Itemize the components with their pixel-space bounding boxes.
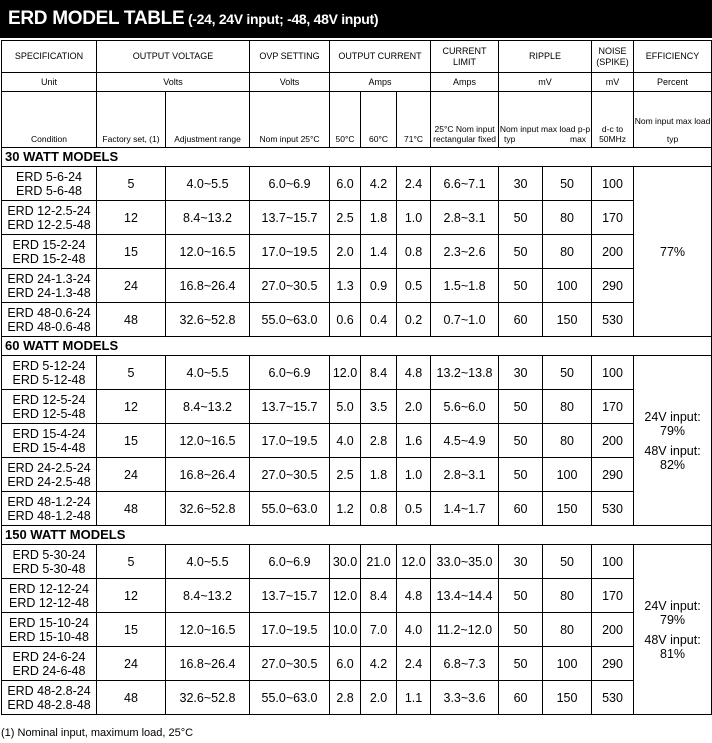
model-name: ERD 48-0.6-24 bbox=[7, 305, 91, 320]
ovp-cell: 13.7~15.7 bbox=[250, 579, 330, 613]
model-cell bbox=[2, 579, 97, 613]
current-71c-cell: 1.0 bbox=[397, 201, 431, 235]
table-row bbox=[2, 681, 712, 715]
factory-set-cell: 5 bbox=[97, 356, 166, 390]
efficiency-cell bbox=[634, 356, 712, 526]
adjustment-range-cell: 32.6~52.8 bbox=[166, 492, 250, 526]
model-name: ERD 24-1.3-48 bbox=[7, 285, 91, 300]
current-limit-cell: 2.8~3.1 bbox=[431, 458, 499, 492]
ripple-typ-cell: 50 bbox=[499, 390, 543, 424]
noise-cell: 290 bbox=[592, 458, 634, 492]
current-60c-cell: 0.4 bbox=[361, 303, 397, 337]
noise-cell: 170 bbox=[592, 201, 634, 235]
hdr-noise-cond: d-c to 50MHz bbox=[592, 92, 634, 148]
model-cell bbox=[2, 356, 97, 390]
model-name: ERD 48-2.8-24 bbox=[7, 683, 91, 698]
model-name: ERD 12-12-24 bbox=[9, 581, 89, 596]
hdr-ovp-volts: Volts bbox=[250, 73, 330, 92]
model-cell bbox=[2, 424, 97, 458]
section-title: 150 WATT MODELS bbox=[2, 526, 712, 545]
ovp-cell: 17.0~19.5 bbox=[250, 613, 330, 647]
factory-set-cell: 12 bbox=[97, 390, 166, 424]
ripple-max-cell: 80 bbox=[543, 424, 592, 458]
efficiency-line: 77% bbox=[660, 244, 686, 259]
factory-set-cell: 48 bbox=[97, 492, 166, 526]
adjustment-range-cell: 12.0~16.5 bbox=[166, 613, 250, 647]
model-name: ERD 24-2.5-24 bbox=[7, 460, 91, 475]
ripple-typ-cell: 50 bbox=[499, 269, 543, 303]
current-limit-cell: 1.4~1.7 bbox=[431, 492, 499, 526]
ripple-typ-cell: 30 bbox=[499, 167, 543, 201]
current-limit-cell: 6.8~7.3 bbox=[431, 647, 499, 681]
table-row bbox=[2, 579, 712, 613]
hdr-adjustment: Adjustment range bbox=[166, 92, 250, 148]
model-name: ERD 24-6-24 bbox=[12, 649, 86, 664]
ovp-cell: 27.0~30.5 bbox=[250, 647, 330, 681]
noise-cell: 290 bbox=[592, 269, 634, 303]
hdr-eff-cond-text: Nom input max load bbox=[634, 116, 711, 126]
ripple-typ-cell: 30 bbox=[499, 545, 543, 579]
model-cell bbox=[2, 545, 97, 579]
efficiency-line: 24V input: bbox=[644, 598, 701, 613]
hdr-current-limit: CURRENT LIMIT bbox=[431, 41, 499, 73]
current-limit-cell: 1.5~1.8 bbox=[431, 269, 499, 303]
model-name: ERD 12-2.5-48 bbox=[7, 217, 91, 232]
noise-cell: 170 bbox=[592, 390, 634, 424]
current-50c-cell: 6.0 bbox=[330, 167, 361, 201]
ripple-max-cell: 150 bbox=[543, 492, 592, 526]
current-50c-cell: 2.8 bbox=[330, 681, 361, 715]
model-cell bbox=[2, 303, 97, 337]
current-71c-cell: 4.8 bbox=[397, 356, 431, 390]
current-60c-cell: 1.8 bbox=[361, 201, 397, 235]
adjustment-range-cell: 32.6~52.8 bbox=[166, 681, 250, 715]
factory-set-cell: 15 bbox=[97, 235, 166, 269]
noise-cell: 100 bbox=[592, 167, 634, 201]
table-row bbox=[2, 201, 712, 235]
current-60c-cell: 1.4 bbox=[361, 235, 397, 269]
hdr-ripple-mv: mV bbox=[499, 73, 592, 92]
ovp-cell: 6.0~6.9 bbox=[250, 545, 330, 579]
ripple-max-cell: 80 bbox=[543, 201, 592, 235]
model-cell bbox=[2, 492, 97, 526]
factory-set-cell: 12 bbox=[97, 201, 166, 235]
model-cell bbox=[2, 458, 97, 492]
ovp-cell: 55.0~63.0 bbox=[250, 681, 330, 715]
ripple-max-cell: 100 bbox=[543, 458, 592, 492]
hdr-percent: Percent bbox=[634, 73, 712, 92]
noise-cell: 170 bbox=[592, 579, 634, 613]
current-50c-cell: 12.0 bbox=[330, 356, 361, 390]
ripple-typ-cell: 50 bbox=[499, 613, 543, 647]
model-name: ERD 15-10-48 bbox=[9, 629, 89, 644]
hdr-noise: NOISE (SPIKE) bbox=[592, 41, 634, 73]
current-50c-cell: 6.0 bbox=[330, 647, 361, 681]
ripple-typ-cell: 60 bbox=[499, 303, 543, 337]
current-limit-cell: 3.3~3.6 bbox=[431, 681, 499, 715]
efficiency-line: 79% bbox=[660, 612, 686, 627]
efficiency-line: 48V input: bbox=[644, 632, 701, 647]
current-limit-cell: 13.4~14.4 bbox=[431, 579, 499, 613]
current-50c-cell: 2.5 bbox=[330, 458, 361, 492]
noise-cell: 200 bbox=[592, 424, 634, 458]
table-row bbox=[2, 390, 712, 424]
current-71c-cell: 1.1 bbox=[397, 681, 431, 715]
current-71c-cell: 0.5 bbox=[397, 492, 431, 526]
ovp-cell: 55.0~63.0 bbox=[250, 303, 330, 337]
ripple-typ-cell: 50 bbox=[499, 458, 543, 492]
current-limit-cell: 6.6~7.1 bbox=[431, 167, 499, 201]
table-row bbox=[2, 356, 712, 390]
efficiency-line: 81% bbox=[660, 646, 686, 661]
model-cell bbox=[2, 269, 97, 303]
current-60c-cell: 0.8 bbox=[361, 492, 397, 526]
model-name: ERD 15-4-24 bbox=[12, 426, 86, 441]
factory-set-cell: 5 bbox=[97, 545, 166, 579]
current-limit-cell: 11.2~12.0 bbox=[431, 613, 499, 647]
current-60c-cell: 1.8 bbox=[361, 458, 397, 492]
factory-set-cell: 15 bbox=[97, 424, 166, 458]
table-row bbox=[2, 545, 712, 579]
ripple-max-cell: 50 bbox=[543, 356, 592, 390]
efficiency-cell bbox=[634, 545, 712, 715]
efficiency-line: 24V input: bbox=[644, 409, 701, 424]
noise-cell: 100 bbox=[592, 356, 634, 390]
ripple-typ-cell: 50 bbox=[499, 579, 543, 613]
hdr-71c: 71°C bbox=[397, 92, 431, 148]
ovp-cell: 27.0~30.5 bbox=[250, 458, 330, 492]
efficiency-line: 82% bbox=[660, 457, 686, 472]
model-name: ERD 5-6-24 bbox=[16, 169, 82, 184]
hdr-ripple-cond bbox=[499, 92, 592, 148]
ovp-cell: 6.0~6.9 bbox=[250, 356, 330, 390]
noise-cell: 530 bbox=[592, 303, 634, 337]
ripple-typ-cell: 50 bbox=[499, 647, 543, 681]
factory-set-cell: 15 bbox=[97, 613, 166, 647]
table-row bbox=[2, 424, 712, 458]
model-cell bbox=[2, 390, 97, 424]
current-50c-cell: 4.0 bbox=[330, 424, 361, 458]
model-name: ERD 24-2.5-48 bbox=[7, 474, 91, 489]
model-name: ERD 5-12-24 bbox=[12, 358, 86, 373]
hdr-cl-cond: 25°C Nom input rectangular fixed bbox=[431, 92, 499, 148]
current-50c-cell: 12.0 bbox=[330, 579, 361, 613]
section-header-row bbox=[2, 526, 712, 545]
noise-cell: 100 bbox=[592, 545, 634, 579]
table-row bbox=[2, 303, 712, 337]
hdr-volts: Volts bbox=[97, 73, 250, 92]
noise-cell: 200 bbox=[592, 613, 634, 647]
ovp-cell: 6.0~6.9 bbox=[250, 167, 330, 201]
current-60c-cell: 3.5 bbox=[361, 390, 397, 424]
table-row bbox=[2, 492, 712, 526]
current-60c-cell: 4.2 bbox=[361, 167, 397, 201]
page-title bbox=[8, 8, 378, 30]
adjustment-range-cell: 16.8~26.4 bbox=[166, 269, 250, 303]
adjustment-range-cell: 16.8~26.4 bbox=[166, 647, 250, 681]
factory-set-cell: 24 bbox=[97, 458, 166, 492]
adjustment-range-cell: 4.0~5.5 bbox=[166, 167, 250, 201]
adjustment-range-cell: 32.6~52.8 bbox=[166, 303, 250, 337]
model-name: ERD 48-1.2-48 bbox=[7, 508, 91, 523]
current-60c-cell: 8.4 bbox=[361, 356, 397, 390]
ripple-max-cell: 100 bbox=[543, 269, 592, 303]
ripple-typ-cell: 30 bbox=[499, 356, 543, 390]
hdr-ripple-cond-text: Nom input max load p-p bbox=[499, 124, 591, 134]
model-name: ERD 12-5-24 bbox=[12, 392, 86, 407]
current-50c-cell: 5.0 bbox=[330, 390, 361, 424]
factory-set-cell: 24 bbox=[97, 647, 166, 681]
model-name: ERD 5-30-24 bbox=[12, 547, 86, 562]
ripple-max-cell: 80 bbox=[543, 613, 592, 647]
current-50c-cell: 2.0 bbox=[330, 235, 361, 269]
current-60c-cell: 7.0 bbox=[361, 613, 397, 647]
ripple-typ-cell: 50 bbox=[499, 201, 543, 235]
current-60c-cell: 2.8 bbox=[361, 424, 397, 458]
model-name: ERD 48-0.6-48 bbox=[7, 319, 91, 334]
title-main: ERD MODEL TABLE bbox=[8, 8, 185, 29]
title-bar bbox=[0, 0, 712, 38]
model-name: ERD 5-6-48 bbox=[16, 183, 82, 198]
ripple-typ-cell: 50 bbox=[499, 424, 543, 458]
current-50c-cell: 1.3 bbox=[330, 269, 361, 303]
current-limit-cell: 4.5~4.9 bbox=[431, 424, 499, 458]
ovp-cell: 55.0~63.0 bbox=[250, 492, 330, 526]
hdr-cl-amps: Amps bbox=[431, 73, 499, 92]
ripple-max-cell: 80 bbox=[543, 579, 592, 613]
model-table bbox=[1, 40, 712, 715]
noise-cell: 290 bbox=[592, 647, 634, 681]
ripple-max-cell: 150 bbox=[543, 681, 592, 715]
factory-set-cell: 48 bbox=[97, 681, 166, 715]
hdr-amps: Amps bbox=[330, 73, 431, 92]
model-cell bbox=[2, 613, 97, 647]
current-limit-cell: 0.7~1.0 bbox=[431, 303, 499, 337]
factory-set-cell: 12 bbox=[97, 579, 166, 613]
hdr-ripple: RIPPLE bbox=[499, 41, 592, 73]
ripple-typ-cell: 60 bbox=[499, 681, 543, 715]
model-name: ERD 48-1.2-24 bbox=[7, 494, 91, 509]
header-row-2 bbox=[2, 73, 712, 92]
model-name: ERD 12-5-48 bbox=[12, 406, 86, 421]
current-50c-cell: 10.0 bbox=[330, 613, 361, 647]
model-name: ERD 12-2.5-24 bbox=[7, 203, 91, 218]
factory-set-cell: 48 bbox=[97, 303, 166, 337]
adjustment-range-cell: 4.0~5.5 bbox=[166, 545, 250, 579]
current-60c-cell: 21.0 bbox=[361, 545, 397, 579]
adjustment-range-cell: 12.0~16.5 bbox=[166, 235, 250, 269]
header-row-3 bbox=[2, 92, 712, 148]
hdr-output-current: OUTPUT CURRENT bbox=[330, 41, 431, 73]
table-row bbox=[2, 458, 712, 492]
current-60c-cell: 4.2 bbox=[361, 647, 397, 681]
title-sub: (-24, 24V input; -48, 48V input) bbox=[184, 11, 379, 27]
hdr-60c: 60°C bbox=[361, 92, 397, 148]
current-50c-cell: 2.5 bbox=[330, 201, 361, 235]
current-limit-cell: 5.6~6.0 bbox=[431, 390, 499, 424]
current-50c-cell: 30.0 bbox=[330, 545, 361, 579]
current-71c-cell: 4.8 bbox=[397, 579, 431, 613]
ovp-cell: 17.0~19.5 bbox=[250, 235, 330, 269]
hdr-ripple-sub bbox=[499, 134, 591, 144]
hdr-unit: Unit bbox=[2, 73, 97, 92]
efficiency-line: 48V input: bbox=[644, 443, 701, 458]
model-name: ERD 15-4-48 bbox=[12, 440, 86, 455]
ripple-max-cell: 100 bbox=[543, 647, 592, 681]
adjustment-range-cell: 12.0~16.5 bbox=[166, 424, 250, 458]
adjustment-range-cell: 8.4~13.2 bbox=[166, 390, 250, 424]
adjustment-range-cell: 16.8~26.4 bbox=[166, 458, 250, 492]
current-71c-cell: 4.0 bbox=[397, 613, 431, 647]
current-limit-cell: 13.2~13.8 bbox=[431, 356, 499, 390]
model-name: ERD 5-12-48 bbox=[12, 372, 86, 387]
table-row bbox=[2, 613, 712, 647]
current-71c-cell: 0.2 bbox=[397, 303, 431, 337]
footnote: (1) Nominal input, maximum load, 25°C bbox=[1, 727, 194, 739]
efficiency-line: 79% bbox=[660, 423, 686, 438]
hdr-eff-typ: typ bbox=[666, 134, 679, 144]
factory-set-cell: 24 bbox=[97, 269, 166, 303]
current-71c-cell: 12.0 bbox=[397, 545, 431, 579]
model-name: ERD 15-2-48 bbox=[12, 251, 86, 266]
ovp-cell: 27.0~30.5 bbox=[250, 269, 330, 303]
model-name: ERD 24-1.3-24 bbox=[7, 271, 91, 286]
current-limit-cell: 33.0~35.0 bbox=[431, 545, 499, 579]
current-limit-cell: 2.3~2.6 bbox=[431, 235, 499, 269]
hdr-condition: Condition bbox=[2, 92, 97, 148]
current-71c-cell: 2.4 bbox=[397, 167, 431, 201]
factory-set-cell: 5 bbox=[97, 167, 166, 201]
noise-cell: 530 bbox=[592, 492, 634, 526]
current-60c-cell: 8.4 bbox=[361, 579, 397, 613]
current-71c-cell: 1.0 bbox=[397, 458, 431, 492]
ripple-max-cell: 80 bbox=[543, 235, 592, 269]
hdr-factory-set: Factory set, (1) bbox=[97, 92, 166, 148]
hdr-noise-mv: mV bbox=[592, 73, 634, 92]
hdr-ovp-cond: Nom input 25°C bbox=[250, 92, 330, 148]
hdr-ripple-typ: typ bbox=[504, 134, 516, 144]
ovp-cell: 13.7~15.7 bbox=[250, 201, 330, 235]
table-row bbox=[2, 647, 712, 681]
hdr-ovp-setting: OVP SETTING bbox=[250, 41, 330, 73]
current-60c-cell: 0.9 bbox=[361, 269, 397, 303]
ripple-max-cell: 80 bbox=[543, 390, 592, 424]
section-title: 30 WATT MODELS bbox=[2, 148, 712, 167]
model-name: ERD 24-6-48 bbox=[12, 663, 86, 678]
current-71c-cell: 0.5 bbox=[397, 269, 431, 303]
adjustment-range-cell: 8.4~13.2 bbox=[166, 201, 250, 235]
adjustment-range-cell: 4.0~5.5 bbox=[166, 356, 250, 390]
section-header-row bbox=[2, 337, 712, 356]
ripple-max-cell: 50 bbox=[543, 545, 592, 579]
table-row bbox=[2, 167, 712, 201]
noise-cell: 200 bbox=[592, 235, 634, 269]
efficiency-cell bbox=[634, 167, 712, 337]
noise-cell: 530 bbox=[592, 681, 634, 715]
model-cell bbox=[2, 681, 97, 715]
section-title: 60 WATT MODELS bbox=[2, 337, 712, 356]
current-limit-cell: 2.8~3.1 bbox=[431, 201, 499, 235]
model-name: ERD 5-30-48 bbox=[12, 561, 86, 576]
ripple-typ-cell: 50 bbox=[499, 235, 543, 269]
model-name: ERD 12-12-48 bbox=[9, 595, 89, 610]
table-body bbox=[2, 41, 712, 715]
table-row bbox=[2, 235, 712, 269]
ripple-max-cell: 150 bbox=[543, 303, 592, 337]
model-name: ERD 15-10-24 bbox=[9, 615, 89, 630]
hdr-50c: 50°C bbox=[330, 92, 361, 148]
header-row-1 bbox=[2, 41, 712, 73]
hdr-eff-cond bbox=[634, 92, 712, 148]
ovp-cell: 13.7~15.7 bbox=[250, 390, 330, 424]
current-71c-cell: 2.4 bbox=[397, 647, 431, 681]
model-cell bbox=[2, 201, 97, 235]
current-50c-cell: 1.2 bbox=[330, 492, 361, 526]
ripple-typ-cell: 60 bbox=[499, 492, 543, 526]
hdr-output-voltage: OUTPUT VOLTAGE bbox=[97, 41, 250, 73]
current-60c-cell: 2.0 bbox=[361, 681, 397, 715]
ovp-cell: 17.0~19.5 bbox=[250, 424, 330, 458]
table-row bbox=[2, 269, 712, 303]
current-71c-cell: 2.0 bbox=[397, 390, 431, 424]
model-name: ERD 48-2.8-48 bbox=[7, 697, 91, 712]
model-cell bbox=[2, 647, 97, 681]
model-name: ERD 15-2-24 bbox=[12, 237, 86, 252]
current-71c-cell: 0.8 bbox=[397, 235, 431, 269]
current-71c-cell: 1.6 bbox=[397, 424, 431, 458]
adjustment-range-cell: 8.4~13.2 bbox=[166, 579, 250, 613]
hdr-ripple-max: max bbox=[569, 134, 587, 144]
hdr-efficiency: EFFICIENCY bbox=[634, 41, 712, 73]
current-50c-cell: 0.6 bbox=[330, 303, 361, 337]
ripple-max-cell: 50 bbox=[543, 167, 592, 201]
section-header-row bbox=[2, 148, 712, 167]
model-cell bbox=[2, 167, 97, 201]
hdr-specification: SPECIFICATION bbox=[2, 41, 97, 73]
model-cell bbox=[2, 235, 97, 269]
